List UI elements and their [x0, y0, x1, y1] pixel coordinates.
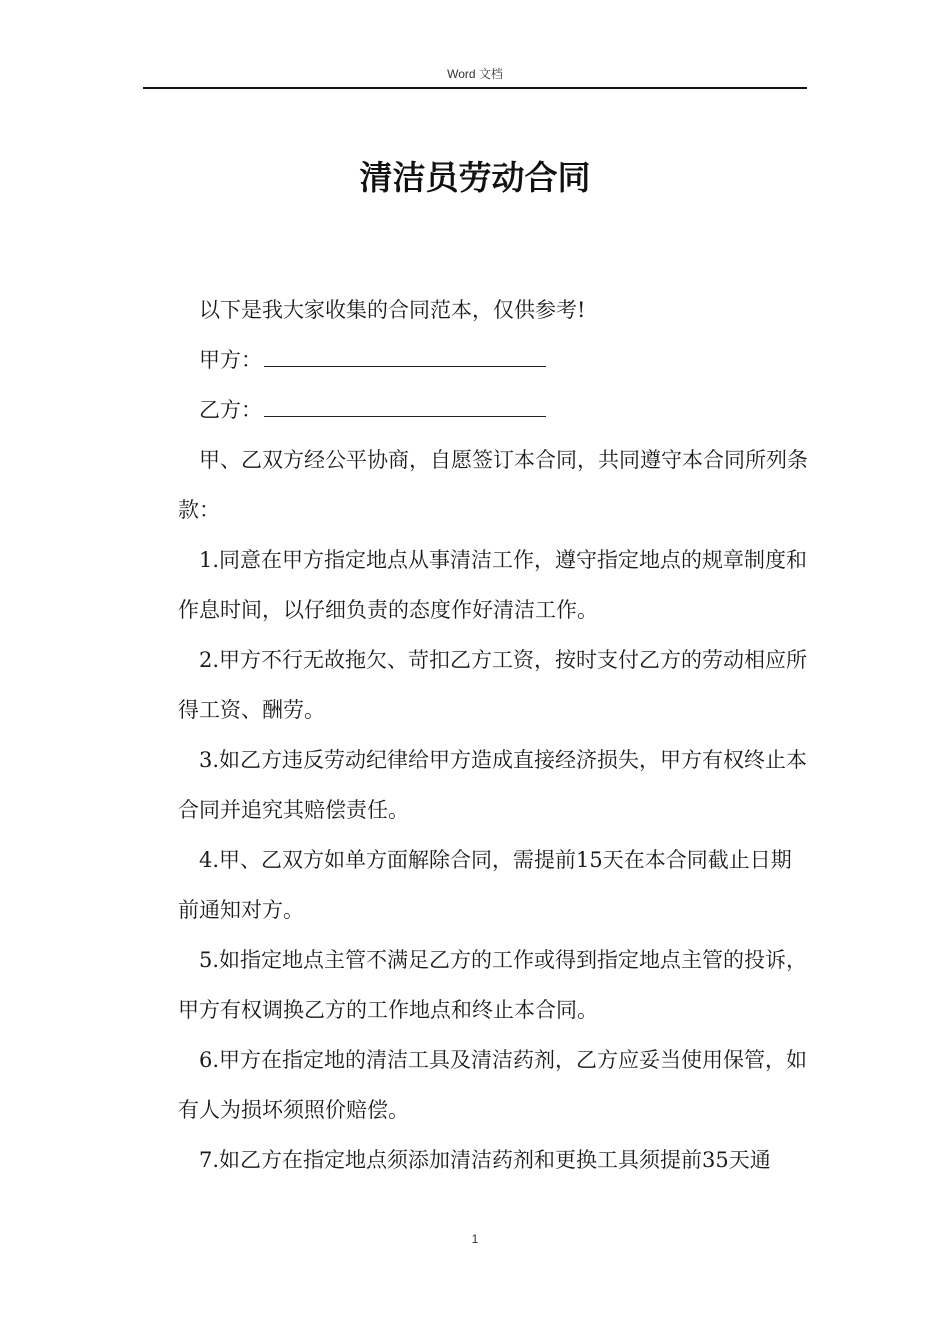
document-body	[178, 285, 808, 1185]
intro-paragraph: 以下是我大家收集的合同范本，仅供参考!	[199, 298, 586, 322]
document-title: 清洁员劳动合同	[359, 158, 591, 197]
clause-5: 5.如指定地点主管不满足乙方的工作或得到指定地点主管的投诉，甲方有权调换乙方的工作地点和终止本合同。	[178, 948, 808, 1022]
party-a-blank	[264, 346, 546, 367]
clause-6: 6.甲方在指定地的清洁工具及清洁药剂，乙方应妥当使用保管，如有人为损坏须照价赔偿。	[178, 1048, 808, 1122]
party-b-blank	[264, 396, 546, 417]
clause-2: 2.甲方不行无故拖欠、苛扣乙方工资，按时支付乙方的劳动相应所得工资、酬劳。	[178, 648, 808, 722]
clause-4: 4.甲、乙双方如单方面解除合同，需提前15天在本合同截止日期前通知对方。	[178, 848, 792, 922]
party-a-line	[178, 335, 808, 385]
preamble-paragraph: 甲、乙双方经公平协商，自愿签订本合同，共同遵守本合同所列条款：	[178, 448, 808, 522]
page-number: 1	[471, 1232, 479, 1246]
header-rule	[143, 87, 807, 89]
party-a-label: 甲方：	[199, 348, 262, 372]
party-b-label: 乙方：	[199, 398, 262, 422]
clause-3: 3.如乙方违反劳动纪律给甲方造成直接经济损失，甲方有权终止本合同并追究其赔偿责任。	[178, 748, 808, 822]
clause-7: 7.如乙方在指定地点须添加清洁药剂和更换工具须提前35天通	[199, 1148, 771, 1172]
clause-1: 1.同意在甲方指定地点从事清洁工作，遵守指定地点的规章制度和作息时间，以仔细负责的态度作好清洁工作。	[178, 548, 808, 622]
page-header: Word 文档	[447, 67, 503, 81]
party-b-line	[178, 385, 808, 435]
